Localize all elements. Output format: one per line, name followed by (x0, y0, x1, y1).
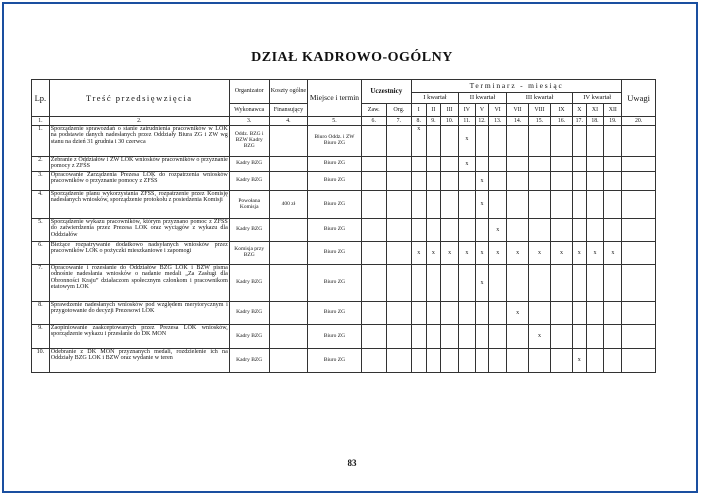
schedule-cell: x (529, 325, 551, 349)
schedule-cell: x (426, 242, 441, 265)
row-number: 7. (32, 265, 50, 302)
schedule-cell (572, 325, 586, 349)
schedule-cell (489, 172, 507, 191)
schedule-cell (604, 172, 622, 191)
column-number: 1. (32, 117, 50, 126)
header-month-11: XI (586, 104, 604, 117)
schedule-cell (604, 302, 622, 325)
schedule-cell (386, 157, 411, 172)
schedule-cell (586, 265, 604, 302)
schedule-cell (551, 191, 573, 219)
row-organizer: Kadry BZG (229, 172, 269, 191)
schedule-cell (386, 242, 411, 265)
schedule-cell (411, 157, 426, 172)
schedule-cell (529, 126, 551, 157)
schedule-cell (475, 302, 489, 325)
schedule-cell: x (441, 242, 459, 265)
header-month-6: VI (489, 104, 507, 117)
header-quarter-4: IV kwartał (572, 93, 621, 104)
header-month-2: II (426, 104, 441, 117)
schedule-cell: x (529, 242, 551, 265)
schedule-cell (475, 219, 489, 242)
schedule-cell (386, 172, 411, 191)
header-month-1: I (411, 104, 426, 117)
schedule-cell (386, 349, 411, 373)
row-description: Sporządzenie wykazu pracowników, którym przyznano pomoc z ZFŚS do zatwierdzenia przez Prezesa LOK oraz wyciągów z wykazu dla Oddziałów (49, 219, 229, 242)
header-koszty: Koszty ogólne (269, 80, 308, 104)
schedule-cell: x (458, 242, 475, 265)
schedule-cell (551, 349, 573, 373)
row-organizer: Kadry BZG (229, 302, 269, 325)
schedule-cell (529, 191, 551, 219)
row-organizer: Kadry BZG (229, 325, 269, 349)
row-organizer: Kadry BZG (229, 265, 269, 302)
schedule-cell (426, 172, 441, 191)
schedule-cell (489, 191, 507, 219)
header-month-9: IX (551, 104, 573, 117)
schedule-cell (489, 265, 507, 302)
schedule-cell: x (572, 349, 586, 373)
schedule-cell (551, 325, 573, 349)
schedule-cell (458, 265, 475, 302)
header-month-4: IV (458, 104, 475, 117)
row-number: 9. (32, 325, 50, 349)
schedule-cell (426, 302, 441, 325)
header-terminarz: Terminarz - miesiąc (411, 80, 621, 93)
schedule-cell (426, 325, 441, 349)
row-description: Opracowanie Zarządzenia Prezesa LOK do rozpatrzenia wniosków pracowników o przyznanie pomocy z ZFŚS (49, 172, 229, 191)
schedule-cell (458, 325, 475, 349)
column-number: 17. (572, 117, 586, 126)
schedule-cell: x (551, 242, 573, 265)
schedule-cell (529, 349, 551, 373)
schedule-cell (586, 157, 604, 172)
header-month-7: VII (507, 104, 529, 117)
schedule-cell (489, 157, 507, 172)
schedule-cell (551, 265, 573, 302)
column-number: 6. (361, 117, 386, 126)
schedule-cell (458, 302, 475, 325)
schedule-cell (441, 325, 459, 349)
schedule-cell (411, 265, 426, 302)
schedule-cell (622, 349, 656, 373)
schedule-cell (586, 349, 604, 373)
schedule-cell (411, 219, 426, 242)
schedule-cell (586, 219, 604, 242)
schedule-cell (386, 126, 411, 157)
schedule-cell: x (507, 302, 529, 325)
schedule-cell (475, 349, 489, 373)
row-description: Zebranie z Oddziałów i ZW LOK wniosków pracowników o przyznanie pomocy z ZFŚS (49, 157, 229, 172)
row-organizer: Kadry BZG (229, 157, 269, 172)
schedule-cell (507, 126, 529, 157)
row-number: 2. (32, 157, 50, 172)
column-number: 7. (386, 117, 411, 126)
schedule-cell (386, 302, 411, 325)
schedule-cell (411, 325, 426, 349)
schedule-cell: x (458, 126, 475, 157)
schedule-cell (529, 219, 551, 242)
table-row (32, 172, 656, 191)
schedule-cell: x (411, 242, 426, 265)
schedule-cell (507, 325, 529, 349)
schedule-cell (441, 157, 459, 172)
row-number: 8. (32, 302, 50, 325)
schedule-cell (426, 126, 441, 157)
header-finansujacy: Finansujący (269, 104, 308, 117)
schedule-cell (604, 325, 622, 349)
schedule-cell (604, 349, 622, 373)
schedule-cell (386, 265, 411, 302)
schedule-cell (622, 172, 656, 191)
column-number: 15. (529, 117, 551, 126)
header-month-8: VIII (529, 104, 551, 117)
schedule-cell (551, 302, 573, 325)
column-number: 12. (475, 117, 489, 126)
schedule-cell: x (507, 242, 529, 265)
row-place: Biuro ZG (308, 349, 361, 373)
schedule-cell (572, 126, 586, 157)
schedule-cell (507, 191, 529, 219)
column-number: 8. (411, 117, 426, 126)
schedule-cell (361, 219, 386, 242)
row-description: Sporządzenie planu wykorzystania ZFŚS, rozpatrzenie przez Komisję nadesłanych wniosków, sporządzenie protokołu z posiedzenia Komisji (49, 191, 229, 219)
schedule-cell: x (475, 172, 489, 191)
schedule-cell: x (489, 219, 507, 242)
schedule-cell (622, 157, 656, 172)
schedule-cell: x (411, 126, 426, 157)
schedule-cell (441, 302, 459, 325)
schedule-cell (529, 172, 551, 191)
row-description: Odebranie z DK MON przyznanych medali, rozdzielenie ich na Oddziały BZG LOK i BZW oraz wydanie w teren (49, 349, 229, 373)
column-number: 14. (507, 117, 529, 126)
column-number: 5. (308, 117, 361, 126)
schedule-cell (361, 325, 386, 349)
schedule-cell (586, 191, 604, 219)
schedule-cell (604, 191, 622, 219)
schedule-cell (489, 349, 507, 373)
schedule-cell (441, 172, 459, 191)
column-number: 2. (49, 117, 229, 126)
row-place: Biuro ZG (308, 302, 361, 325)
schedule-cell (386, 191, 411, 219)
header-month-3: III (441, 104, 459, 117)
column-number: 19. (604, 117, 622, 126)
schedule-cell: x (458, 157, 475, 172)
schedule-cell (411, 349, 426, 373)
schedule-cell (572, 265, 586, 302)
schedule-cell (458, 172, 475, 191)
schedule-cell (426, 265, 441, 302)
row-place: Biuro ZG (308, 157, 361, 172)
row-description: Sprawdzenie nadesłanych wniosków pod względem merytorycznym i przygotowanie do decyzji Prezesowi LOK (49, 302, 229, 325)
column-number: 20. (622, 117, 656, 126)
row-place: Biuro ZG (308, 242, 361, 265)
table-row (32, 302, 656, 325)
schedule-cell (361, 172, 386, 191)
row-number: 5. (32, 219, 50, 242)
row-number: 10. (32, 349, 50, 373)
schedule-cell (551, 157, 573, 172)
schedule-cell (458, 191, 475, 219)
schedule-cell (386, 325, 411, 349)
schedule-cell (361, 349, 386, 373)
schedule-cell: x (586, 242, 604, 265)
schedule-cell (361, 126, 386, 157)
row-number: 6. (32, 242, 50, 265)
schedule-cell (622, 219, 656, 242)
row-number: 3. (32, 172, 50, 191)
header-month-12: XII (604, 104, 622, 117)
row-description: Sporządzenie sprawozdań o stanie zatrudnienia pracowników w LOK na podstawie danych nadesłanych przez Oddziały Biura ZG i ZW wg stanu na dzień 31 grudnia i 30 czerwca (49, 126, 229, 157)
schedule-cell (572, 157, 586, 172)
schedule-cell (441, 219, 459, 242)
table-row (32, 349, 656, 373)
schedule-cell (475, 157, 489, 172)
schedule-cell (507, 157, 529, 172)
column-number: 9. (426, 117, 441, 126)
schedule-cell: x (475, 191, 489, 219)
column-number: 11. (458, 117, 475, 126)
schedule-cell (361, 157, 386, 172)
row-description: Opracowanie i rozesłanie do Oddziałów BZG LOK i BZW pisma odnośnie nadesłania wniosków o nadanie medali „Za Zasługi dla Obronności Kraju” działaczom społecznym członkom i pracownikom etatowym LOK (49, 265, 229, 302)
row-organizer: Kadry BZG (229, 349, 269, 373)
row-number: 4. (32, 191, 50, 219)
header-org: Org. (386, 104, 411, 117)
table-row (32, 157, 656, 172)
header-quarter-1: I kwartał (411, 93, 458, 104)
row-financing (269, 157, 308, 172)
schedule-cell (475, 126, 489, 157)
schedule-cell (572, 191, 586, 219)
schedule-cell (489, 302, 507, 325)
schedule-cell (361, 242, 386, 265)
schedule-cell (622, 265, 656, 302)
header-uwagi: Uwagi (622, 80, 656, 117)
schedule-cell (411, 191, 426, 219)
row-financing (269, 219, 308, 242)
schedule-cell (586, 172, 604, 191)
row-financing (269, 172, 308, 191)
page-title: DZIAŁ KADROWO-OGÓLNY (251, 50, 453, 65)
header-tresc: Treść przedsięwzięcia (49, 80, 229, 117)
header-zaw: Zaw. (361, 104, 386, 117)
column-number: 3. (229, 117, 269, 126)
schedule-cell: x (572, 242, 586, 265)
schedule-cell (441, 126, 459, 157)
header-wykonawca: Wykonawca (229, 104, 269, 117)
row-description: Bieżące rozpatrywanie dodatkowo nadsyłanych wniosków przez pracowników LOK o pożyczki mieszkaniowe i zapomogi (49, 242, 229, 265)
schedule-cell (489, 126, 507, 157)
schedule-cell (622, 126, 656, 157)
row-financing (269, 242, 308, 265)
header-month-10: X (572, 104, 586, 117)
schedule-body (32, 126, 656, 373)
page-number: 83 (347, 458, 357, 468)
schedule-cell (507, 172, 529, 191)
column-number: 18. (586, 117, 604, 126)
schedule-cell (622, 242, 656, 265)
schedule-cell (361, 191, 386, 219)
row-financing: 400 zł (269, 191, 308, 219)
row-financing (269, 126, 308, 157)
schedule-cell (426, 157, 441, 172)
row-organizer: Powołana Komisja (229, 191, 269, 219)
column-number: 16. (551, 117, 573, 126)
schedule-cell (458, 349, 475, 373)
schedule-cell (361, 265, 386, 302)
schedule-cell (551, 126, 573, 157)
schedule-cell (586, 325, 604, 349)
schedule-cell (386, 219, 411, 242)
schedule-cell (489, 325, 507, 349)
schedule-cell: x (604, 242, 622, 265)
header-lp: Lp. (32, 80, 50, 117)
row-financing (269, 265, 308, 302)
schedule-cell (604, 265, 622, 302)
schedule-cell (572, 172, 586, 191)
header-miejsce: Miejsce i termin (308, 80, 361, 117)
schedule-cell (426, 219, 441, 242)
schedule-cell: x (489, 242, 507, 265)
schedule-cell (441, 349, 459, 373)
column-number-row (32, 117, 656, 126)
schedule-cell (475, 325, 489, 349)
header-month-5: V (475, 104, 489, 117)
table-row (32, 242, 656, 265)
header-quarter-3: III kwartał (507, 93, 573, 104)
header-uczestnicy: Uczestnicy (361, 80, 411, 104)
row-place: Biuro ZG (308, 265, 361, 302)
schedule-cell: x (475, 265, 489, 302)
schedule-cell (458, 219, 475, 242)
schedule-cell (551, 219, 573, 242)
column-number: 13. (489, 117, 507, 126)
schedule-cell (426, 349, 441, 373)
row-organizer: Komisja przy BZG (229, 242, 269, 265)
column-number: 4. (269, 117, 308, 126)
schedule-cell (551, 172, 573, 191)
row-place: Biuro Oddz. i ZW Biuro ZG (308, 126, 361, 157)
schedule-cell (529, 265, 551, 302)
table-row (32, 219, 656, 242)
row-place: Biuro ZG (308, 172, 361, 191)
column-number: 10. (441, 117, 459, 126)
schedule-table (31, 79, 656, 373)
table-row (32, 325, 656, 349)
schedule-cell (507, 349, 529, 373)
schedule-cell: x (475, 242, 489, 265)
row-place: Biuro ZG (308, 325, 361, 349)
schedule-cell (529, 302, 551, 325)
schedule-cell (586, 302, 604, 325)
header-quarter-2: II kwartał (458, 93, 506, 104)
row-place: Biuro ZG (308, 191, 361, 219)
schedule-cell (572, 219, 586, 242)
schedule-cell (622, 191, 656, 219)
schedule-cell (507, 265, 529, 302)
schedule-cell (529, 157, 551, 172)
schedule-cell (604, 157, 622, 172)
schedule-cell (622, 302, 656, 325)
row-description: Zaopiniowanie zaakceptowanych przez Prezesa LOK wniosków, sporządzenie wykazu i przesłanie do DK MON (49, 325, 229, 349)
schedule-cell (604, 219, 622, 242)
row-organizer: Kadry BZG (229, 219, 269, 242)
row-place: Biuro ZG (308, 219, 361, 242)
table-row (32, 191, 656, 219)
row-organizer: Oddz. BZG i BZW Kadry BZG (229, 126, 269, 157)
schedule-cell (622, 325, 656, 349)
table-row (32, 265, 656, 302)
row-financing (269, 349, 308, 373)
table-row (32, 126, 656, 157)
row-financing (269, 302, 308, 325)
schedule-cell (604, 126, 622, 157)
row-number: 1. (32, 126, 50, 157)
schedule-cell (586, 126, 604, 157)
row-financing (269, 325, 308, 349)
schedule-cell (441, 265, 459, 302)
schedule-cell (572, 302, 586, 325)
schedule-cell (411, 172, 426, 191)
schedule-cell (507, 219, 529, 242)
schedule-cell (426, 191, 441, 219)
schedule-cell (411, 302, 426, 325)
header-organizator: Organizator (229, 80, 269, 104)
schedule-cell (361, 302, 386, 325)
schedule-cell (441, 191, 459, 219)
